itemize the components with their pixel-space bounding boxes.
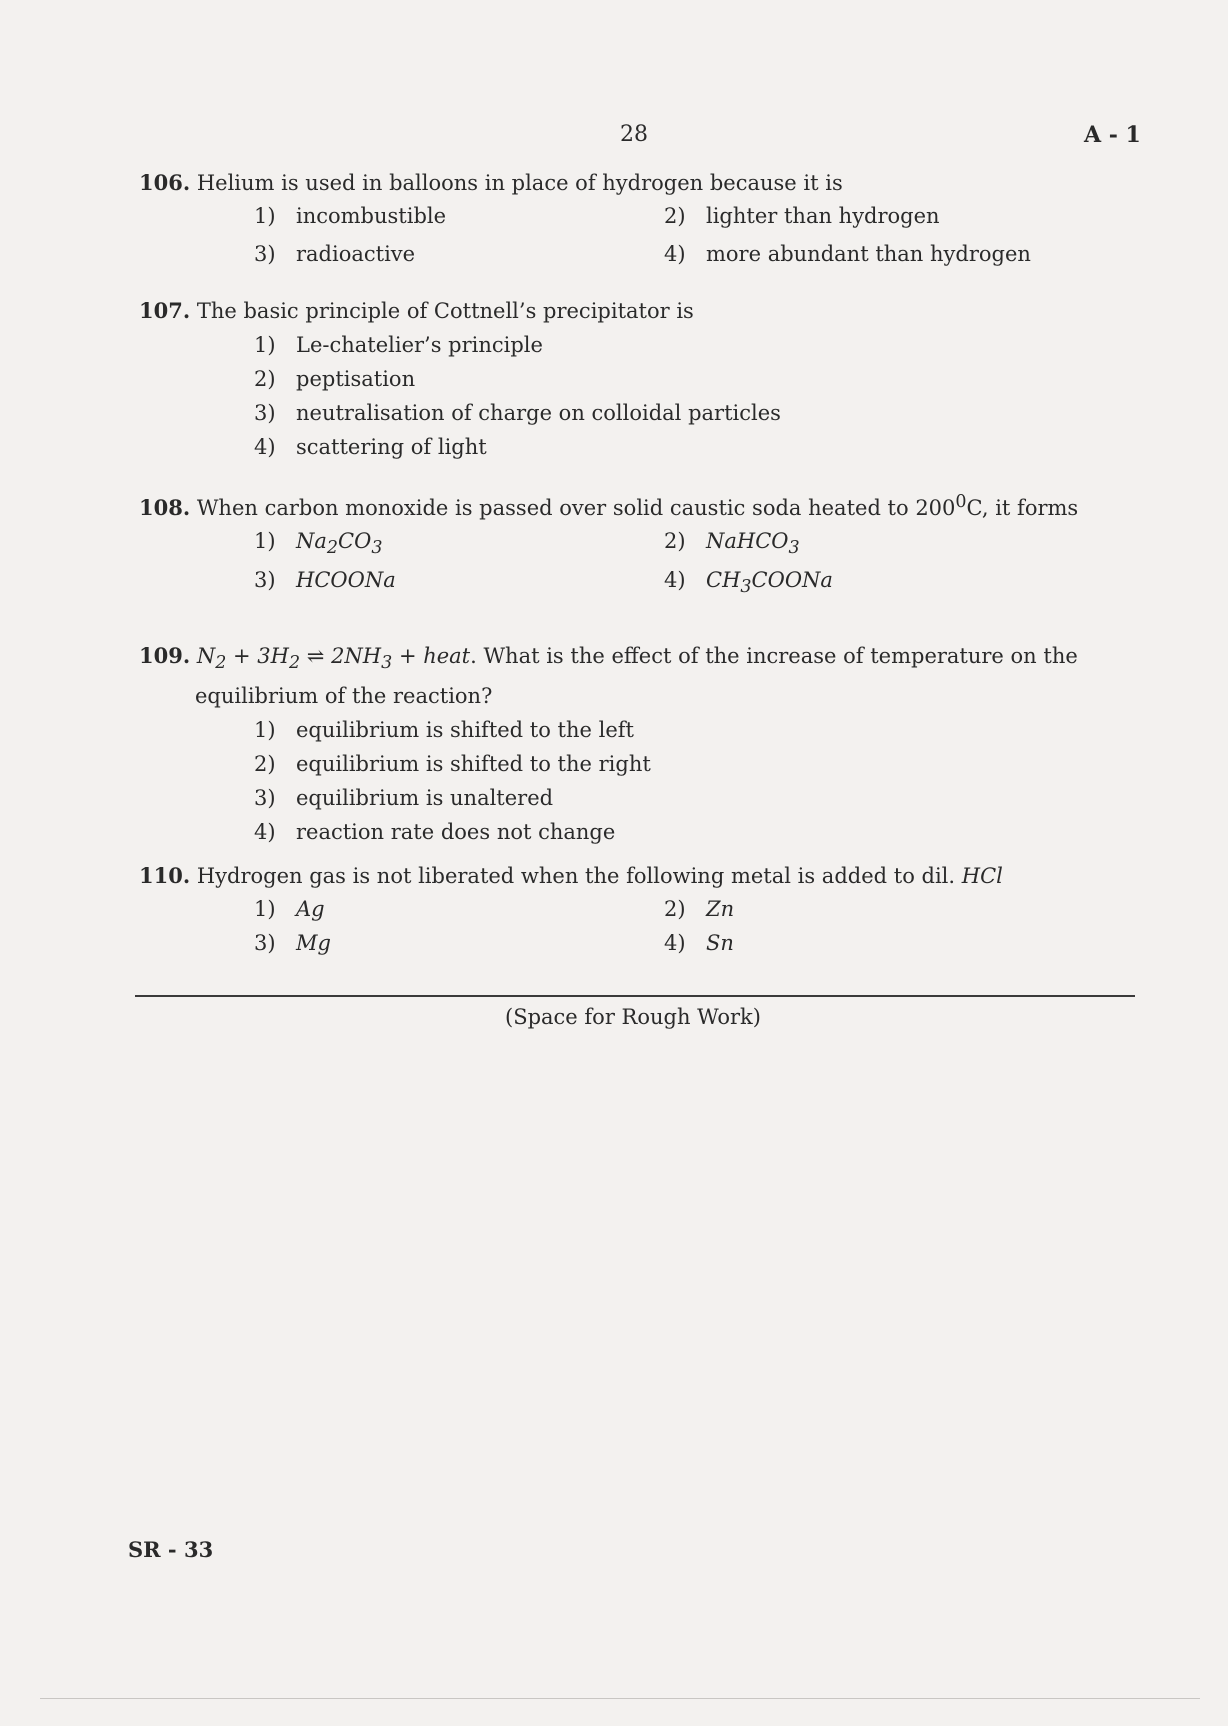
booklet-code: A - 1 (1084, 122, 1141, 148)
option-4: 4) Sn (664, 931, 734, 955)
question-number: 108. (139, 495, 191, 520)
option-1: 1) equilibrium is shifted to the left (254, 718, 634, 743)
page-number: 28 (620, 122, 648, 147)
option-1: 1) incombustible (254, 204, 447, 228)
options (254, 328, 1139, 464)
option-2: 2) equilibrium is shifted to the right (254, 752, 651, 777)
question-stem: The basic principle of Cottnell’s precipitator is (196, 299, 694, 323)
option-1: 1) $Na_2CO_3$ (254, 529, 383, 559)
question-number: 109. (139, 643, 191, 668)
question-number: 107. (139, 298, 191, 323)
question-number: 110. (139, 863, 191, 888)
question-stem: Helium is used in balloons in place of hydrogen because it is (196, 171, 843, 195)
option-2: 2) Zn (664, 897, 735, 921)
option-4: 4) $CH_3COONa$ (664, 568, 833, 598)
option-3: 3) equilibrium is unaltered (254, 786, 554, 811)
option-3: 3) neutralisation of charge on colloidal particles (254, 401, 781, 425)
option-2: 2) lighter than hydrogen (664, 204, 940, 228)
question-stem: . What is the effect of the increase of temperature on the (470, 644, 1078, 668)
option-3: 3) radioactive (254, 242, 416, 266)
option-2: 2) peptisation (254, 367, 416, 391)
divider-rule (135, 995, 1135, 997)
options (254, 897, 1139, 955)
options (254, 529, 1139, 597)
question-107 (139, 294, 1139, 464)
reaction-equation: $N_2 + 3H_2$ ⇌ $2NH_3$ + heat (196, 644, 471, 674)
option-3: 3) HCOONa (254, 568, 396, 593)
option-2: 2) NaHCO$_3$ (664, 529, 800, 559)
question-formula: HCl (961, 864, 1003, 888)
question-109 (139, 639, 1139, 849)
page-bottom-line (40, 1698, 1200, 1699)
question-110 (139, 859, 1139, 955)
question-106 (139, 166, 1139, 266)
question-number: 106. (139, 170, 191, 195)
options (254, 713, 1139, 849)
option-4: 4) more abundant than hydrogen (664, 242, 1031, 266)
option-4: 4) reaction rate does not change (254, 820, 616, 845)
series-code: SR - 33 (128, 1537, 214, 1562)
option-1: 1) Ag (254, 897, 325, 921)
option-3: 3) Mg (254, 931, 331, 955)
question-108 (139, 486, 1139, 597)
question-stem: Hydrogen gas is not liberated when the following metal is added to dil. (196, 864, 956, 888)
options (254, 204, 1139, 266)
question-stem-continued: equilibrium of the reaction? (195, 684, 493, 709)
option-4: 4) scattering of light (254, 435, 487, 459)
rough-work-label: (Space for Rough Work) (505, 1005, 761, 1029)
question-stem: When carbon monoxide is passed over solid caustic soda heated to $200^0C$, it forms (196, 492, 1079, 520)
option-1: 1) Le-chatelier’s principle (254, 333, 543, 357)
